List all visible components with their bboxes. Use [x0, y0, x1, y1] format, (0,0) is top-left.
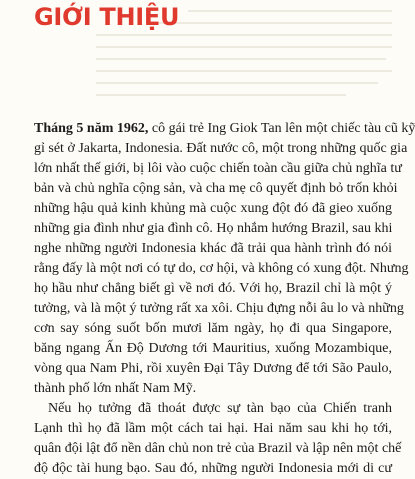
text-line: thành phố lớn nhất Nam Mỹ.	[34, 381, 197, 396]
text-line: những hậu quả kinh khủng mà cuộc xung đột đó đã gieo xuống	[34, 201, 392, 216]
text-line: băng ngang Ấn Độ Dương tới Mauritius, xuống Mozambique,	[34, 341, 392, 356]
text-line: những gia đình như gia đình cô. Họ nhắm hướng Brazil, sau khi	[34, 221, 393, 236]
paragraph-1	[34, 119, 415, 399]
body-text	[34, 119, 415, 479]
text-line: tưởng, và là một ý tưởng rất xa xôi. Chịu đựng nỗi âu lo và những	[34, 301, 404, 316]
text-line: Lạnh thì họ đã lầm một cách tai hại. Hai năm sau khi họ tới,	[34, 421, 392, 436]
text-line: nghe những người Indonesia khác đã trải qua hành trình đó nói	[34, 241, 392, 256]
text-line: quân đội lật đổ nền dân chủ non trẻ của Brazil và lập nên một chế	[34, 441, 402, 456]
paragraph-2	[34, 399, 402, 479]
text-line: độ độc tài hung bạo. Sau đó, những người Indonesia mới di cư	[34, 461, 392, 476]
text-line: Tháng 5 năm 1962, cô gái trẻ Ing Giok Tan lên một chiếc tàu cũ kỹ	[34, 121, 415, 136]
text-line: họ hầu như chẳng biết gì về nơi đó. Với họ, Brazil chỉ là một ý	[34, 281, 392, 296]
text-line: rằng đấy là một nơi có tự do, cơ hội, và không có xung đột. Nhưng	[34, 261, 409, 276]
text-line: cơn say sóng suốt bốn mươi lăm ngày, họ đi qua Singapore,	[34, 321, 392, 336]
text-line: gỉ sét ở Jakarta, Indonesia. Đất nước cô, một trong những quốc gia	[34, 141, 408, 156]
text-line: vòng qua Nam Phi, rồi xuyên Đại Tây Dương để tới São Paulo,	[34, 361, 392, 376]
date-lead: Tháng 5 năm 1962,	[34, 121, 149, 136]
text-line: lớn nhất thế giới, bị lôi vào cuộc chiến toàn cầu giữa chủ nghĩa tư	[34, 161, 402, 176]
text-line: bản và chủ nghĩa cộng sản, và cha mẹ cô quyết định bỏ trốn khỏi	[34, 181, 398, 196]
text-line: Nếu họ tưởng đã thoát được sự tàn bạo của Chiến tranh	[48, 401, 392, 416]
chapter-heading: GIỚI THIỆU	[34, 3, 180, 31]
